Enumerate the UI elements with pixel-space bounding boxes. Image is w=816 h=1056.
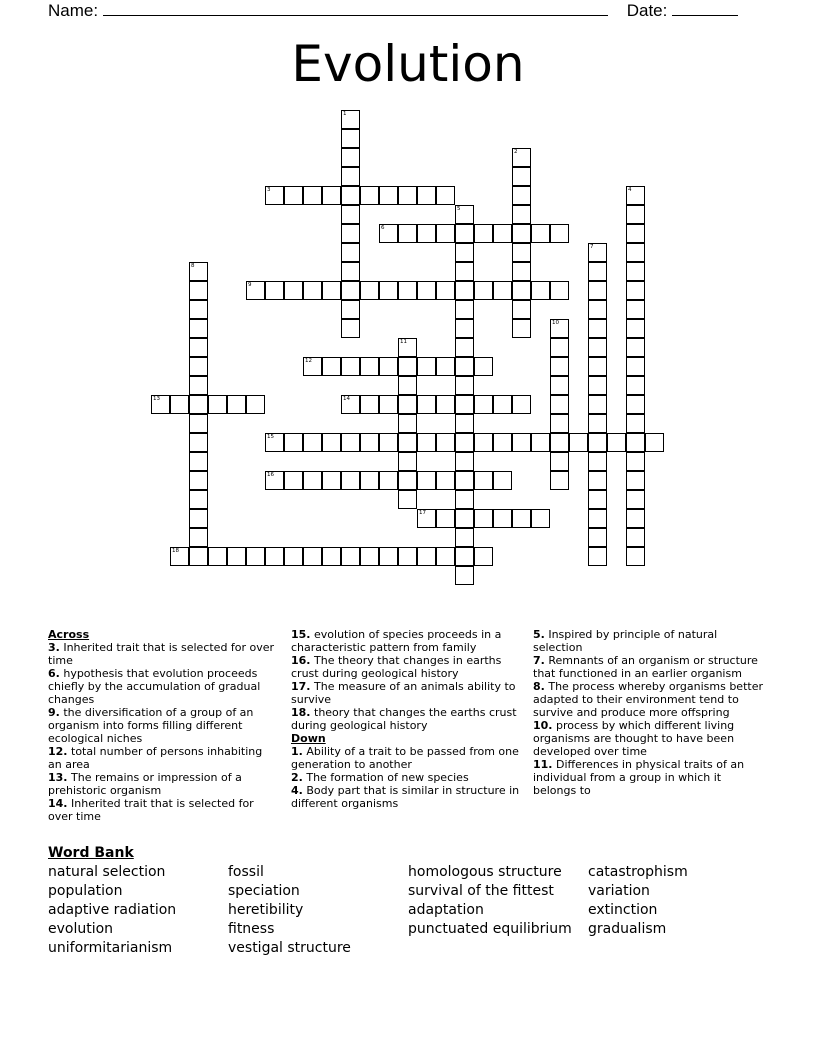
grid-cell[interactable] (360, 547, 379, 566)
grid-cell[interactable] (208, 547, 227, 566)
grid-cell[interactable] (398, 452, 417, 471)
grid-cell[interactable] (493, 281, 512, 300)
puzzle-title: Evolution (291, 35, 525, 93)
grid-cell[interactable] (588, 243, 607, 262)
grid-cell[interactable] (493, 224, 512, 243)
grid-cell[interactable] (474, 433, 493, 452)
grid-cell[interactable] (227, 547, 246, 566)
clue-number: 9 (248, 282, 252, 288)
word-bank-item: adaptation (408, 902, 484, 918)
grid-cell[interactable] (626, 547, 645, 566)
grid-cell[interactable] (626, 300, 645, 319)
clue-number: 17 (419, 510, 426, 516)
grid-cell[interactable] (151, 395, 170, 414)
grid-cell[interactable] (341, 186, 360, 205)
grid-cell[interactable] (341, 281, 360, 300)
grid-cell[interactable] (550, 224, 569, 243)
grid-cell[interactable] (493, 471, 512, 490)
grid-cell[interactable] (341, 224, 360, 243)
grid-cell[interactable] (588, 528, 607, 547)
grid-cell[interactable] (379, 471, 398, 490)
grid-cell[interactable] (417, 224, 436, 243)
grid-cell[interactable] (455, 528, 474, 547)
clue-item: 9. the diversification of a group of an organism into forms filling different ecological niches (48, 706, 254, 745)
clue-number: 1 (343, 111, 347, 117)
grid-cell[interactable] (398, 376, 417, 395)
grid-cell[interactable] (208, 395, 227, 414)
grid-cell[interactable] (398, 395, 417, 414)
word-bank-item: extinction (588, 902, 658, 918)
grid-cell[interactable] (246, 547, 265, 566)
grid-cell[interactable] (550, 471, 569, 490)
word-bank-item: gradualism (588, 921, 667, 937)
down-heading: Down (291, 732, 326, 745)
grid-cell[interactable] (341, 433, 360, 452)
grid-cell[interactable] (189, 471, 208, 490)
grid-cell[interactable] (189, 490, 208, 509)
grid-cell[interactable] (626, 338, 645, 357)
grid-cell[interactable] (474, 281, 493, 300)
grid-cell[interactable] (436, 395, 455, 414)
grid-cell[interactable] (626, 433, 645, 452)
grid-cell[interactable] (379, 281, 398, 300)
grid-cell[interactable] (512, 167, 531, 186)
clue-item: 6. hypothesis that evolution proceeds chiefly by the accumulation of gradual changes (48, 667, 261, 706)
grid-cell[interactable] (341, 129, 360, 148)
grid-cell[interactable] (626, 224, 645, 243)
grid-cell[interactable] (303, 357, 322, 376)
grid-cell[interactable] (341, 319, 360, 338)
grid-cell[interactable] (626, 186, 645, 205)
grid-cell[interactable] (341, 300, 360, 319)
grid-cell[interactable] (436, 357, 455, 376)
grid-cell[interactable] (189, 281, 208, 300)
grid-cell[interactable] (455, 376, 474, 395)
grid-cell[interactable] (569, 433, 588, 452)
grid-cell[interactable] (284, 433, 303, 452)
grid-cell[interactable] (626, 262, 645, 281)
grid-cell[interactable] (284, 547, 303, 566)
word-bank-item: homologous structure (408, 864, 562, 880)
grid-cell[interactable] (436, 224, 455, 243)
grid-cell[interactable] (588, 338, 607, 357)
grid-cell[interactable] (512, 262, 531, 281)
word-bank-item: natural selection (48, 864, 166, 880)
grid-cell[interactable] (512, 205, 531, 224)
name-label: Name: (48, 1, 99, 20)
word-bank-item: punctuated equilibrium (408, 921, 572, 937)
word-bank-item: catastrophism (588, 864, 688, 880)
grid-cell[interactable] (379, 395, 398, 414)
grid-cell[interactable] (455, 547, 474, 566)
clues-section (48, 628, 768, 828)
grid-cell[interactable] (512, 243, 531, 262)
grid-cell[interactable] (512, 395, 531, 414)
grid-cell[interactable] (436, 509, 455, 528)
clue-number: 5 (457, 206, 461, 212)
grid-cell[interactable] (417, 509, 436, 528)
grid-cell[interactable] (626, 414, 645, 433)
grid-cell[interactable] (474, 509, 493, 528)
grid-cell[interactable] (512, 186, 531, 205)
grid-cell[interactable] (588, 262, 607, 281)
grid-cell[interactable] (626, 452, 645, 471)
grid-cell[interactable] (341, 205, 360, 224)
grid-cell[interactable] (512, 300, 531, 319)
grid-cell[interactable] (398, 414, 417, 433)
word-bank (48, 844, 768, 964)
grid-cell[interactable] (284, 281, 303, 300)
grid-cell[interactable] (189, 509, 208, 528)
grid-cell[interactable] (360, 471, 379, 490)
grid-cell[interactable] (398, 338, 417, 357)
grid-cell[interactable] (379, 357, 398, 376)
grid-cell[interactable] (189, 357, 208, 376)
grid-cell[interactable] (588, 490, 607, 509)
grid-cell[interactable] (512, 281, 531, 300)
grid-cell[interactable] (189, 395, 208, 414)
grid-cell[interactable] (398, 547, 417, 566)
clue-number: 13 (153, 396, 160, 402)
grid-cell[interactable] (417, 281, 436, 300)
word-bank-item: fossil (228, 864, 264, 880)
grid-cell[interactable] (512, 433, 531, 452)
grid-cell[interactable] (360, 281, 379, 300)
clue-item: 18. theory that changes the earths crust during geological history (291, 706, 517, 732)
grid-cell[interactable] (189, 300, 208, 319)
clue-number: 6 (381, 225, 385, 231)
grid-cell[interactable] (341, 148, 360, 167)
grid-cell[interactable] (227, 395, 246, 414)
clue-item: 16. The theory that changes in earths crust during geological history (291, 654, 502, 680)
across-heading: Across (48, 628, 90, 641)
clue-item: 8. The process whereby organisms better adapted to their environment tend to survive and produce more offspring (533, 680, 763, 719)
grid-cell[interactable] (626, 528, 645, 547)
clue-number: 8 (191, 263, 195, 269)
grid-cell[interactable] (626, 395, 645, 414)
clue-item: 2. The formation of new species (291, 771, 469, 784)
grid-cell[interactable] (284, 471, 303, 490)
grid-cell[interactable] (455, 262, 474, 281)
grid-cell[interactable] (265, 281, 284, 300)
word-bank-title: Word Bank (48, 845, 134, 861)
grid-cell[interactable] (341, 547, 360, 566)
grid-cell[interactable] (626, 471, 645, 490)
grid-cell[interactable] (588, 471, 607, 490)
clue-number: 4 (628, 187, 632, 193)
clue-item: 4. Body part that is similar in structure in different organisms (291, 784, 520, 810)
grid-cell[interactable] (322, 471, 341, 490)
grid-cell[interactable] (189, 433, 208, 452)
grid-cell[interactable] (550, 338, 569, 357)
grid-cell[interactable] (588, 414, 607, 433)
grid-cell[interactable] (341, 110, 360, 129)
grid-cell[interactable] (303, 433, 322, 452)
grid-cell[interactable] (265, 433, 284, 452)
grid-cell[interactable] (246, 395, 265, 414)
grid-cell[interactable] (455, 357, 474, 376)
grid-cell[interactable] (588, 376, 607, 395)
clues-column-2 (291, 628, 521, 810)
grid-cell[interactable] (170, 395, 189, 414)
grid-cell[interactable] (550, 452, 569, 471)
clue-item: 17. The measure of an animals ability to survive (291, 680, 516, 706)
grid-cell[interactable] (455, 566, 474, 585)
grid-cell[interactable] (474, 224, 493, 243)
grid-cell[interactable] (474, 357, 493, 376)
grid-cell[interactable] (189, 376, 208, 395)
grid-cell[interactable] (170, 547, 189, 566)
grid-cell[interactable] (626, 243, 645, 262)
grid-cell[interactable] (455, 452, 474, 471)
clue-number: 18 (172, 548, 179, 554)
grid-cell[interactable] (455, 433, 474, 452)
grid-cell[interactable] (626, 376, 645, 395)
grid-cell[interactable] (474, 471, 493, 490)
grid-cell[interactable] (398, 433, 417, 452)
clue-number: 2 (514, 149, 518, 155)
grid-cell[interactable] (626, 205, 645, 224)
clue-number: 14 (343, 396, 350, 402)
grid-cell[interactable] (189, 547, 208, 566)
grid-cell[interactable] (379, 224, 398, 243)
grid-cell[interactable] (341, 357, 360, 376)
grid-cell[interactable] (398, 281, 417, 300)
grid-cell[interactable] (322, 357, 341, 376)
grid-cell[interactable] (322, 186, 341, 205)
word-bank-item: survival of the fittest (408, 883, 554, 899)
grid-cell[interactable] (303, 471, 322, 490)
clue-number: 15 (267, 434, 274, 440)
word-bank-item: fitness (228, 921, 275, 937)
grid-cell[interactable] (360, 395, 379, 414)
clue-number: 3 (267, 187, 271, 193)
grid-cell[interactable] (341, 471, 360, 490)
grid-cell[interactable] (550, 281, 569, 300)
grid-cell[interactable] (550, 319, 569, 338)
clues-column-1 (48, 628, 278, 823)
grid-cell[interactable] (322, 281, 341, 300)
grid-cell[interactable] (189, 452, 208, 471)
grid-cell[interactable] (417, 471, 436, 490)
date-label: Date: (626, 1, 668, 20)
grid-cell[interactable] (417, 357, 436, 376)
grid-cell[interactable] (588, 300, 607, 319)
clue-number: 11 (400, 339, 407, 345)
grid-cell[interactable] (550, 395, 569, 414)
grid-cell[interactable] (455, 300, 474, 319)
grid-cell[interactable] (455, 414, 474, 433)
grid-cell[interactable] (626, 357, 645, 376)
clue-number: 16 (267, 472, 274, 478)
grid-cell[interactable] (588, 547, 607, 566)
grid-cell[interactable] (189, 262, 208, 281)
grid-cell[interactable] (303, 281, 322, 300)
clue-item: 13. The remains or impression of a prehistoric organism (48, 771, 242, 797)
grid-cell[interactable] (588, 319, 607, 338)
clue-number: 10 (552, 320, 559, 326)
grid-cell[interactable] (455, 338, 474, 357)
grid-cell[interactable] (588, 395, 607, 414)
grid-cell[interactable] (189, 528, 208, 547)
grid-cell[interactable] (379, 186, 398, 205)
word-bank-item: population (48, 883, 123, 899)
grid-cell[interactable] (512, 224, 531, 243)
word-bank-item: vestigal structure (228, 940, 351, 956)
grid-cell[interactable] (417, 395, 436, 414)
grid-cell[interactable] (645, 433, 664, 452)
grid-cell[interactable] (588, 452, 607, 471)
word-bank-item: speciation (228, 883, 300, 899)
grid-cell[interactable] (455, 319, 474, 338)
grid-cell[interactable] (588, 357, 607, 376)
grid-cell[interactable] (360, 357, 379, 376)
grid-cell[interactable] (474, 395, 493, 414)
grid-cell[interactable] (626, 509, 645, 528)
word-bank-item: heretibility (228, 902, 304, 918)
grid-cell[interactable] (588, 433, 607, 452)
grid-cell[interactable] (607, 433, 626, 452)
grid-cell[interactable] (341, 243, 360, 262)
grid-cell[interactable] (531, 509, 550, 528)
grid-cell[interactable] (341, 395, 360, 414)
clue-item: 14. Inherited trait that is selected for over time (48, 797, 254, 823)
clue-item: 12. total number of persons inhabiting an area (48, 745, 263, 771)
grid-cell[interactable] (531, 224, 550, 243)
word-bank-item: evolution (48, 921, 114, 937)
grid-cell[interactable] (303, 547, 322, 566)
word-bank-item: uniformitarianism (48, 940, 173, 956)
word-bank-item: variation (588, 883, 650, 899)
grid-cell[interactable] (246, 281, 265, 300)
grid-cell[interactable] (303, 186, 322, 205)
clues-column-3 (533, 628, 763, 797)
clue-item: 15. evolution of species proceeds in a characteristic pattern from family (291, 628, 502, 654)
grid-cell[interactable] (265, 547, 284, 566)
grid-cell[interactable] (436, 433, 455, 452)
grid-cell[interactable] (588, 509, 607, 528)
grid-cell[interactable] (531, 281, 550, 300)
grid-cell[interactable] (398, 490, 417, 509)
grid-cell[interactable] (455, 281, 474, 300)
grid-cell[interactable] (493, 433, 512, 452)
clue-item: 1. Ability of a trait to be passed from one generation to another (291, 745, 519, 771)
grid-cell[interactable] (341, 167, 360, 186)
grid-cell[interactable] (493, 509, 512, 528)
grid-cell[interactable] (436, 547, 455, 566)
grid-cell[interactable] (436, 471, 455, 490)
grid-cell[interactable] (379, 433, 398, 452)
clue-number: 12 (305, 358, 312, 364)
grid-cell[interactable] (436, 281, 455, 300)
grid-cell[interactable] (512, 509, 531, 528)
grid-cell[interactable] (626, 319, 645, 338)
grid-cell[interactable] (398, 186, 417, 205)
grid-cell[interactable] (550, 414, 569, 433)
grid-cell[interactable] (417, 433, 436, 452)
grid-cell[interactable] (512, 319, 531, 338)
grid-cell[interactable] (626, 490, 645, 509)
grid-cell[interactable] (455, 395, 474, 414)
grid-cell[interactable] (474, 547, 493, 566)
grid-cell[interactable] (455, 490, 474, 509)
grid-cell[interactable] (626, 281, 645, 300)
grid-cell[interactable] (398, 357, 417, 376)
grid-cell[interactable] (531, 433, 550, 452)
grid-cell[interactable] (341, 262, 360, 281)
grid-cell[interactable] (493, 395, 512, 414)
clue-item: 10. process by which different living organisms are thought to have been developed over time (533, 719, 735, 758)
grid-cell[interactable] (322, 547, 341, 566)
grid-cell[interactable] (398, 224, 417, 243)
grid-cell[interactable] (512, 148, 531, 167)
grid-cell[interactable] (189, 414, 208, 433)
grid-cell[interactable] (550, 357, 569, 376)
grid-cell[interactable] (398, 471, 417, 490)
grid-cell[interactable] (417, 186, 436, 205)
clue-item: 11. Differences in physical traits of an individual from a group in which it belongs to (533, 758, 745, 797)
grid-cell[interactable] (550, 433, 569, 452)
grid-cell[interactable] (379, 547, 398, 566)
grid-cell[interactable] (265, 471, 284, 490)
grid-cell[interactable] (436, 186, 455, 205)
clue-item: 7. Remnants of an organism or structure that functioned in an earlier organism (533, 654, 758, 680)
word-bank-item: adaptive radiation (48, 902, 177, 918)
grid-cell[interactable] (455, 509, 474, 528)
clue-item: 5. Inspired by principle of natural selection (533, 628, 718, 654)
grid-cell[interactable] (360, 186, 379, 205)
grid-cell[interactable] (455, 205, 474, 224)
grid-cell[interactable] (455, 243, 474, 262)
grid-cell[interactable] (588, 281, 607, 300)
grid-cell[interactable] (189, 338, 208, 357)
grid-cell[interactable] (322, 433, 341, 452)
grid-cell[interactable] (360, 433, 379, 452)
grid-cell[interactable] (284, 186, 303, 205)
grid-cell[interactable] (417, 547, 436, 566)
grid-cell[interactable] (550, 376, 569, 395)
grid-cell[interactable] (265, 186, 284, 205)
grid-cell[interactable] (455, 224, 474, 243)
clue-number: 7 (590, 244, 594, 250)
clue-item: 3. Inherited trait that is selected for over time (48, 641, 275, 667)
grid-cell[interactable] (189, 319, 208, 338)
grid-cell[interactable] (455, 471, 474, 490)
